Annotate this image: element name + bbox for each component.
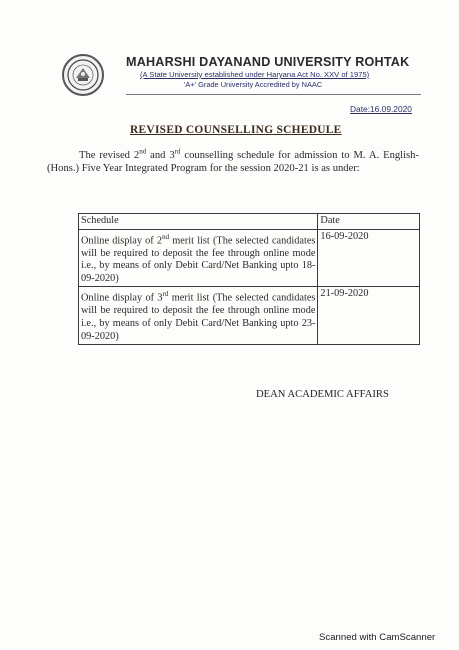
section-header: REVISED COUNSELLING SCHEDULE <box>130 124 342 136</box>
ordinal-suffix: nd <box>162 232 170 241</box>
schedule-cell: Online display of 3rd merit list (The selected candidates will be required to deposit the fee through online mode i.e., by means of only Debit Card/Net Banking upto 23-09-2020) <box>79 287 318 345</box>
intro-paragraph <box>47 145 419 176</box>
university-title: MAHARSHI DAYANAND UNIVERSITY ROHTAK <box>126 55 410 69</box>
schedule-cell: Online display of 2nd merit list (The selected candidates will be required to deposit the fee through online mode i.e., by means of only Debit Card/Net Banking upto 18-09-2020) <box>79 229 318 287</box>
ordinal-suffix: nd <box>139 147 147 155</box>
university-seal-icon <box>62 54 104 96</box>
document-date: Date:16.09.2020 <box>350 104 412 114</box>
table-header-row <box>79 214 420 230</box>
date-cell: 16-09-2020 <box>318 229 420 287</box>
schedule-table <box>78 213 420 345</box>
date-cell: 21-09-2020 <box>318 287 420 345</box>
ordinal-suffix: rd <box>174 147 181 155</box>
intro-text: The revised 2nd and 3rd counselling schedule for admission to M. A. English-(Hons.) Five Year Integrated Program for the session 2020-21 is as under: <box>47 147 419 175</box>
column-header-schedule: Schedule <box>79 214 318 230</box>
table-row <box>79 287 420 345</box>
signatory-title: DEAN ACADEMIC AFFAIRS <box>256 389 389 400</box>
table-row <box>79 229 420 287</box>
column-header-date: Date <box>318 214 420 230</box>
ordinal-suffix: rd <box>162 290 169 299</box>
university-subtitle: (A State University established under Haryana Act No. XXV of 1975) <box>140 70 370 79</box>
header-divider <box>126 94 421 95</box>
page-footer: Scanned with CamScanner <box>319 632 436 643</box>
university-grade: 'A+' Grade University Accredited by NAAC <box>184 80 323 89</box>
